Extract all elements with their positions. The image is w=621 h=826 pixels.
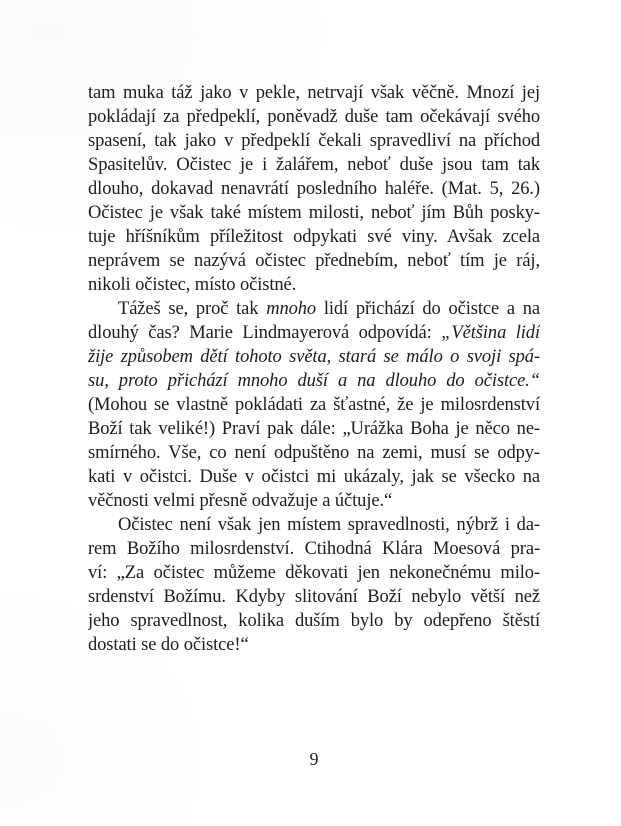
text-segment: Tážeš se, proč tak <box>118 299 267 319</box>
text-segment: dlouho, dokavad nenavrátí posledního haléře. (Mat. 5, 26.) <box>88 179 540 199</box>
text-segment: lidí přichází do očistce a na <box>316 299 540 319</box>
text-line <box>88 393 540 417</box>
text-segment: Očistec je však také místem milosti, neboť jím Bůh posky- <box>88 203 540 223</box>
text-line <box>88 489 540 513</box>
text-segment: spasení, tak jako v předpeklí čekali spravedliví na příchod <box>88 131 540 151</box>
text-segment: dostati se do očistce!“ <box>88 635 249 655</box>
italic-text-segment: „Většina lidí <box>441 323 540 343</box>
text-line <box>88 201 540 225</box>
text-line <box>88 177 540 201</box>
text-segment: srdenství Božímu. Kdyby slitování Boží nebylo větší než <box>88 587 540 607</box>
text-line <box>88 417 540 441</box>
text-segment: Očistec není však jen místem spravedlnosti, nýbrž i da- <box>118 515 540 535</box>
text-line <box>88 609 540 633</box>
text-line <box>88 129 540 153</box>
text-line <box>88 153 540 177</box>
text-line <box>88 105 540 129</box>
italic-text-segment: su, proto přichází mnoho duší a na dlouho do očistce.“ <box>88 371 540 391</box>
text-segment: nikoli očistec, místo očistné. <box>88 275 297 295</box>
text-block <box>88 81 540 657</box>
text-line <box>88 225 540 249</box>
italic-text-segment: mnoho <box>266 299 317 319</box>
text-segment: pokládají za předpeklí, poněvadž duše tam očekávají svého <box>88 107 540 127</box>
text-line <box>88 345 540 369</box>
text-segment: jeho spravedlnost, kolika duším bylo by odepřeno štěstí <box>88 611 540 631</box>
text-line <box>88 537 540 561</box>
page-number: 9 <box>309 749 319 769</box>
text-line <box>88 249 540 273</box>
text-segment: ví: „Za očistec můžeme děkovati jen nekonečnému milo- <box>88 563 540 583</box>
text-segment: tuje hříšníkům příležitost odpykati své viny. Avšak zcela <box>88 227 540 247</box>
text-line <box>88 513 540 537</box>
text-line <box>88 273 540 297</box>
text-segment: věčnosti velmi přesně odvažuje a účtuje.“ <box>88 491 393 511</box>
text-line <box>88 465 540 489</box>
italic-text-segment: žije způsobem dětí tohoto světa, stará se málo o svoji spá- <box>88 347 540 367</box>
text-line <box>88 585 540 609</box>
text-line <box>88 297 540 321</box>
text-segment: neprávem se nazývá očistec přednebím, neboť tím je ráj, <box>88 251 540 271</box>
text-segment: Spasitelův. Očistec je i žalářem, neboť duše jsou tam tak <box>88 155 540 175</box>
text-line <box>88 321 540 345</box>
text-segment: Boží tak veliké!) Praví pak dále: „Urážka Boha je něco ne- <box>88 419 540 439</box>
text-line <box>88 81 540 105</box>
text-line <box>88 441 540 465</box>
text-segment: smírného. Vše, co není odpuštěno na zemi, musí se odpy- <box>88 443 540 463</box>
text-segment: (Mohou se vlastně pokládati za šťastné, že je milosrdenství <box>88 395 540 415</box>
text-segment: kati v očistci. Duše v očistci mi ukázaly, jak se všecko na <box>88 467 540 487</box>
text-segment: rem Božího milosrdenství. Ctihodná Klára Moesová pra- <box>88 539 540 559</box>
text-line <box>88 369 540 393</box>
text-line <box>88 633 540 657</box>
text-segment: tam muka táž jako v pekle, netrvají však věčně. Mnozí jej <box>88 83 540 103</box>
text-segment: dlouhý čas? Marie Lindmayerová odpovídá: <box>88 323 442 343</box>
text-line <box>88 561 540 585</box>
